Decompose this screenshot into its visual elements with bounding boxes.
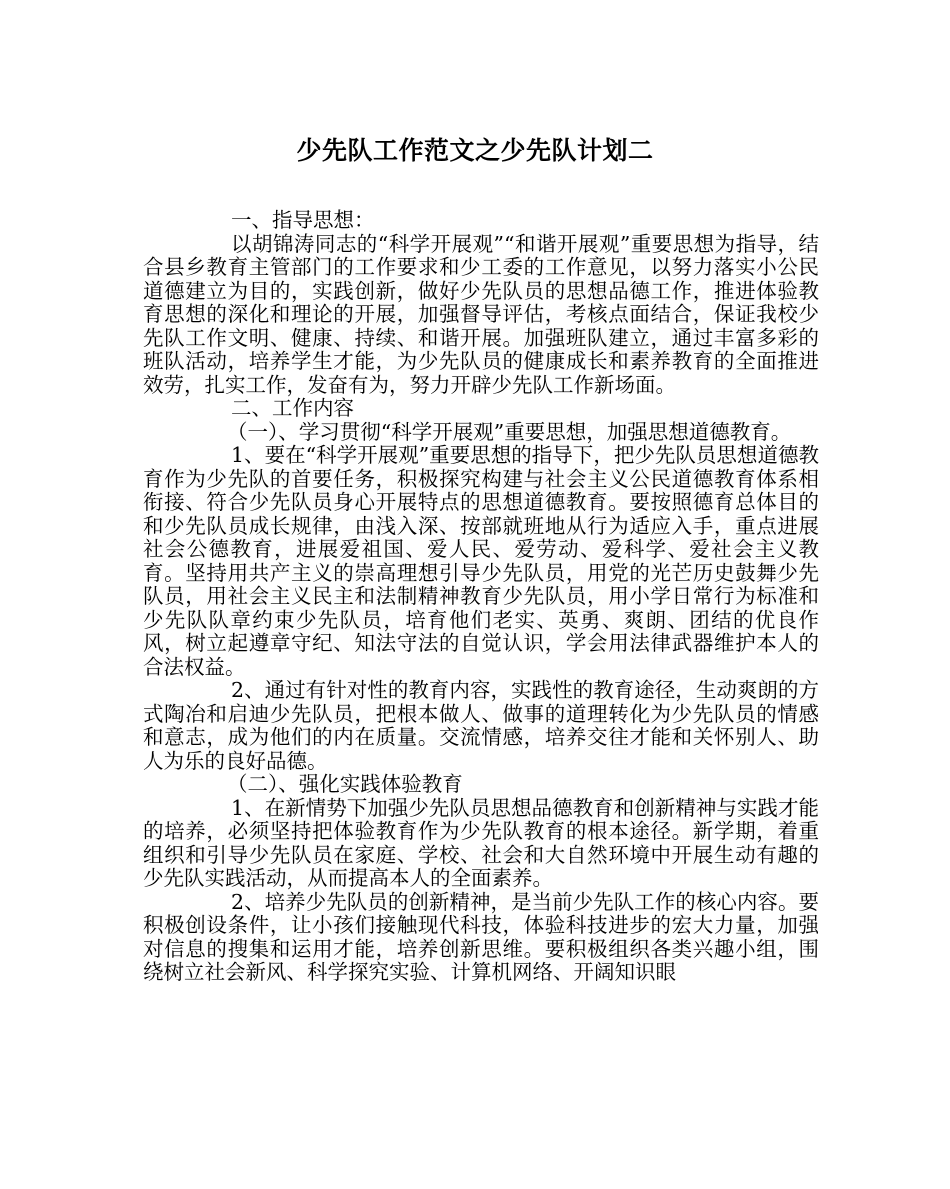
paragraph-heading-work-content: 二、工作内容	[231, 396, 354, 420]
paragraph: 以胡锦涛同志的“科学开展观”“和谐开展观”重要思想为指导，结合县乡教育主管部门的工作要求和少工委的工作意见，以努力落实小公民道德建立为目的，实践创新，做好少先队员的思想品德工作，推进体验教育思想的深化和理论的开展，加强督导评估，考核点面结合，保证我校少先队工作文明、健康、持续、和谐开展。加强班队建立，通过丰富多彩的班队活动，培养学生才能，为少先队员的健康成长和素养教育的全面推进效劳，扎实工作，发奋有为，努力开辟少先队工作新场面。	[143, 231, 819, 397]
paragraph-subheading: （二）、强化实践体验教育	[227, 772, 463, 796]
paragraph-heading-guiding-ideology: 一、指导思想：	[231, 208, 375, 232]
paragraph: 2、通过有针对性的教育内容，实践性的教育途径，生动爽朗的方式陶冶和启迪少先队员，把根本做人、做事的道理转化为少先队员的情感和意志，成为他们的内在质量。交流情感，培养交往才能和关怀别人、助人为乐的良好品德。	[143, 678, 819, 773]
document-title: 少先队工作范文之少先队计划二	[296, 136, 654, 165]
document-body	[143, 209, 819, 985]
paragraph: 1、在新情势下加强少先队员思想品德教育和创新精神与实践才能的培养，必须坚持把体验教育作为少先队教育的根本途径。新学期，着重组织和引导少先队员在家庭、学校、社会和大自然环境中开展生动有趣的少先队实践活动，从而提高本人的全面素养。	[143, 795, 819, 890]
paragraph: 1、要在“科学开展观”重要思想的指导下，把少先队员思想道德教育作为少先队的首要任务，积极探究构建与社会主义公民道德教育体系相衔接、符合少先队员身心开展特点的思想道德教育。要按照德育总体目的和少先队员成长规律，由浅入深、按部就班地从行为适应入手，重点进展社会公德教育，进展爱祖国、爱人民、爱劳动、爱科学、爱社会主义教育。坚持用共产主义的崇高理想引导少先队员，用党的光芒历史鼓舞少先队员，用社会主义民主和法制精神教育少先队员，用小学日常行为标准和少先队队章约束少先队员，培育他们老实、英勇、爽朗、团结的优良作风，树立起遵章守纪、知法守法的自觉认识，学会用法律武器维护本人的合法权益。	[143, 443, 819, 679]
paragraph-subheading: （一）、学习贯彻“科学开展观”重要思想，加强思想道德教育。	[227, 419, 792, 444]
paragraph: 2、培养少先队员的创新精神，是当前少先队工作的核心内容。要积极创设条件，让小孩们接触现代科技，体验科技进步的宏大力量，加强对信息的搜集和运用才能，培养创新思维。要积极组织各类兴趣小组，围绕树立社会新风、科学探究实验、计算机网络、开阔知识眼	[143, 889, 819, 984]
